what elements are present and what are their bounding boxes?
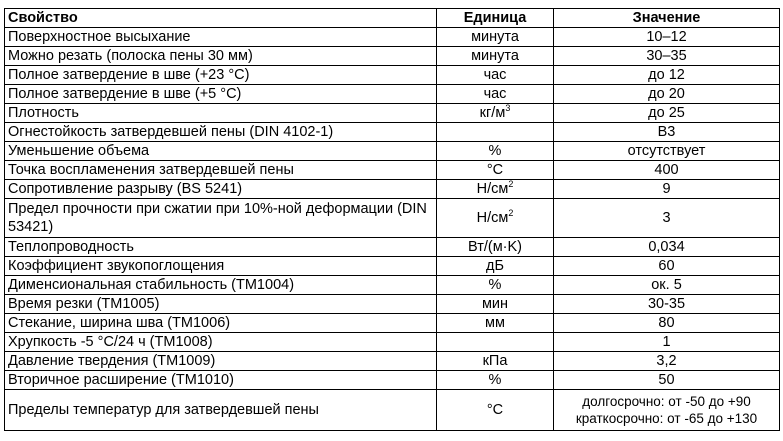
table-row [5, 390, 780, 431]
row-property: Коэффициент звукопоглощения [5, 257, 437, 276]
table-header-row [5, 9, 780, 28]
row-value: 3 [554, 199, 780, 238]
row-value: 30–35 [554, 47, 780, 66]
row-unit: °C [437, 390, 554, 431]
table-row [5, 276, 780, 295]
row-value: до 25 [554, 104, 780, 123]
row-property: Предел прочности при сжатии при 10%-ной деформации (DIN 53421) [5, 199, 437, 238]
row-property: Время резки (TM1005) [5, 295, 437, 314]
unit-superscript: 2 [508, 208, 514, 219]
row-property: Стекание, ширина шва (TM1006) [5, 314, 437, 333]
table-row [5, 371, 780, 390]
unit-text: кг/м [479, 105, 506, 121]
table-row [5, 257, 780, 276]
row-property: Полное затвердение в шве (+23 °C) [5, 66, 437, 85]
header-property: Свойство [5, 9, 437, 28]
header-unit: Единица [437, 9, 554, 28]
row-value: 9 [554, 180, 780, 199]
row-property: Огнестойкость затвердевшей пены (DIN 4102-1) [5, 123, 437, 142]
properties-table [4, 8, 780, 431]
row-value: 3,2 [554, 352, 780, 371]
row-property: Теплопроводность [5, 238, 437, 257]
row-unit [437, 123, 554, 142]
properties-table-container [4, 8, 780, 431]
unit-text: Н/см [476, 181, 509, 197]
row-value: до 12 [554, 66, 780, 85]
row-unit: °C [437, 161, 554, 180]
row-value: 400 [554, 161, 780, 180]
table-row [5, 295, 780, 314]
row-unit: мм [437, 314, 554, 333]
row-unit: дБ [437, 257, 554, 276]
header-value: Значение [554, 9, 780, 28]
table-row [5, 142, 780, 161]
table-row [5, 314, 780, 333]
row-value: до 20 [554, 85, 780, 104]
table-row [5, 47, 780, 66]
table-row [5, 180, 780, 199]
row-value: 80 [554, 314, 780, 333]
row-property: Плотность [5, 104, 437, 123]
row-property: Сопротивление разрыву (BS 5241) [5, 180, 437, 199]
row-property: Давление твердения (TM1009) [5, 352, 437, 371]
row-value: 50 [554, 371, 780, 390]
value-short-term: краткосрочно: от -65 до +130 [575, 411, 758, 426]
row-unit: % [437, 371, 554, 390]
row-value: отсутствует [554, 142, 780, 161]
row-value: 0,034 [554, 238, 780, 257]
table-row [5, 199, 780, 238]
unit-text: Н/см [476, 210, 509, 226]
row-unit: мин [437, 295, 554, 314]
table-row [5, 66, 780, 85]
row-unit: час [437, 66, 554, 85]
table-row [5, 28, 780, 47]
row-value: B3 [554, 123, 780, 142]
table-row [5, 104, 780, 123]
row-property: Пределы температур для затвердевшей пены [5, 390, 437, 431]
unit-superscript: 2 [508, 179, 514, 190]
row-property: Уменьшение объема [5, 142, 437, 161]
row-value: 30-35 [554, 295, 780, 314]
row-property: Точка воспламенения затвердевшей пены [5, 161, 437, 180]
row-unit: минута [437, 28, 554, 47]
table-row [5, 85, 780, 104]
row-unit: час [437, 85, 554, 104]
unit-superscript: 3 [505, 103, 511, 114]
row-property: Поверхностное высыхание [5, 28, 437, 47]
row-unit [437, 180, 554, 199]
row-property: Хрупкость -5 °C/24 ч (TM1008) [5, 333, 437, 352]
table-row [5, 238, 780, 257]
row-value: 10–12 [554, 28, 780, 47]
row-property: Дименсиональная стабильность (TM1004) [5, 276, 437, 295]
row-unit: кПа [437, 352, 554, 371]
row-unit: % [437, 276, 554, 295]
row-value: 60 [554, 257, 780, 276]
row-unit: Вт/(м·K) [437, 238, 554, 257]
row-unit [437, 199, 554, 238]
table-row [5, 161, 780, 180]
row-property: Полное затвердение в шве (+5 °C) [5, 85, 437, 104]
table-row [5, 123, 780, 142]
row-unit [437, 104, 554, 123]
row-value [554, 390, 780, 431]
row-value: 1 [554, 333, 780, 352]
row-unit [437, 333, 554, 352]
row-value: ок. 5 [554, 276, 780, 295]
value-long-term: долгосрочно: от -50 до +90 [582, 394, 751, 409]
table-row [5, 333, 780, 352]
row-unit: минута [437, 47, 554, 66]
row-property: Можно резать (полоска пены 30 мм) [5, 47, 437, 66]
row-property: Вторичное расширение (TM1010) [5, 371, 437, 390]
table-row [5, 352, 780, 371]
row-unit: % [437, 142, 554, 161]
